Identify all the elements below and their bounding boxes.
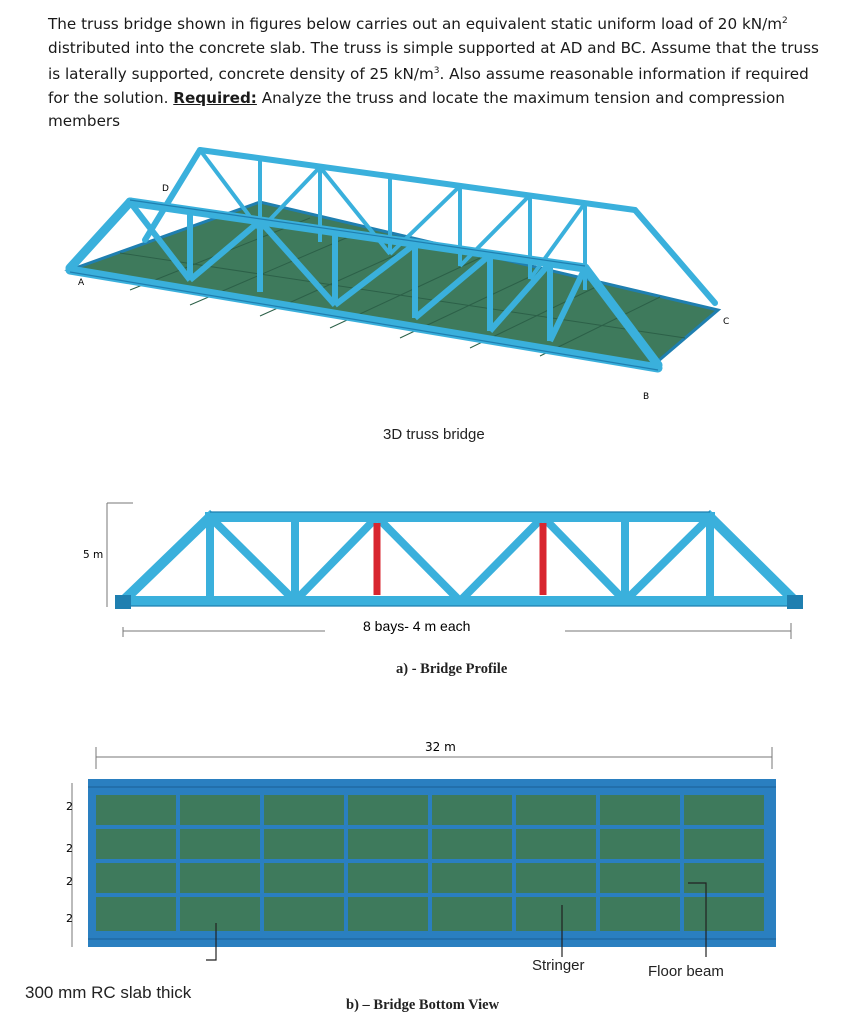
plan-span-label: 32 m [425,740,456,754]
node-label-b: B [643,392,650,402]
floor-beam-label: Floor beam [648,963,724,980]
stringer-label: Stringer [532,957,585,974]
node-label-a: A [78,278,85,288]
height-label: 5 m [83,549,104,561]
bridge-profile-figure [83,495,815,640]
slab-thickness-label: 300 mm RC slab thick [25,983,192,1002]
caption-profile: a) - Bridge Profile [396,661,508,677]
truss-3d-figure [60,140,740,410]
required-label: Required: [173,88,257,107]
bay-label-2: 2 [66,842,73,855]
problem-text: The truss bridge shown in figures below carries out an equivalent static uniform load of 20 $kN/m^2$ distributed into the concrete slab. The truss is simple supported at AD and BC. Assume that the truss is laterally supported, concrete density of 25 $kN/m^3$. Also assume reasonable information if required for the solution. Required: Analyze the truss and locate the maximum tension and compression members [48,15,819,131]
node-label-d: D [162,184,169,194]
bay-label-3: 2 [66,875,73,888]
bay-label-1: 2 [66,800,73,813]
bay-label-4: 2 [66,912,73,925]
node-label-c: C [723,317,730,327]
span-label: 8 bays- 4 m each [363,618,471,634]
bridge-bottom-view-figure [60,735,800,965]
caption-bottom-view: b) – Bridge Bottom View [346,997,500,1013]
caption-3d: 3D truss bridge [383,426,485,443]
problem-statement [48,10,828,134]
